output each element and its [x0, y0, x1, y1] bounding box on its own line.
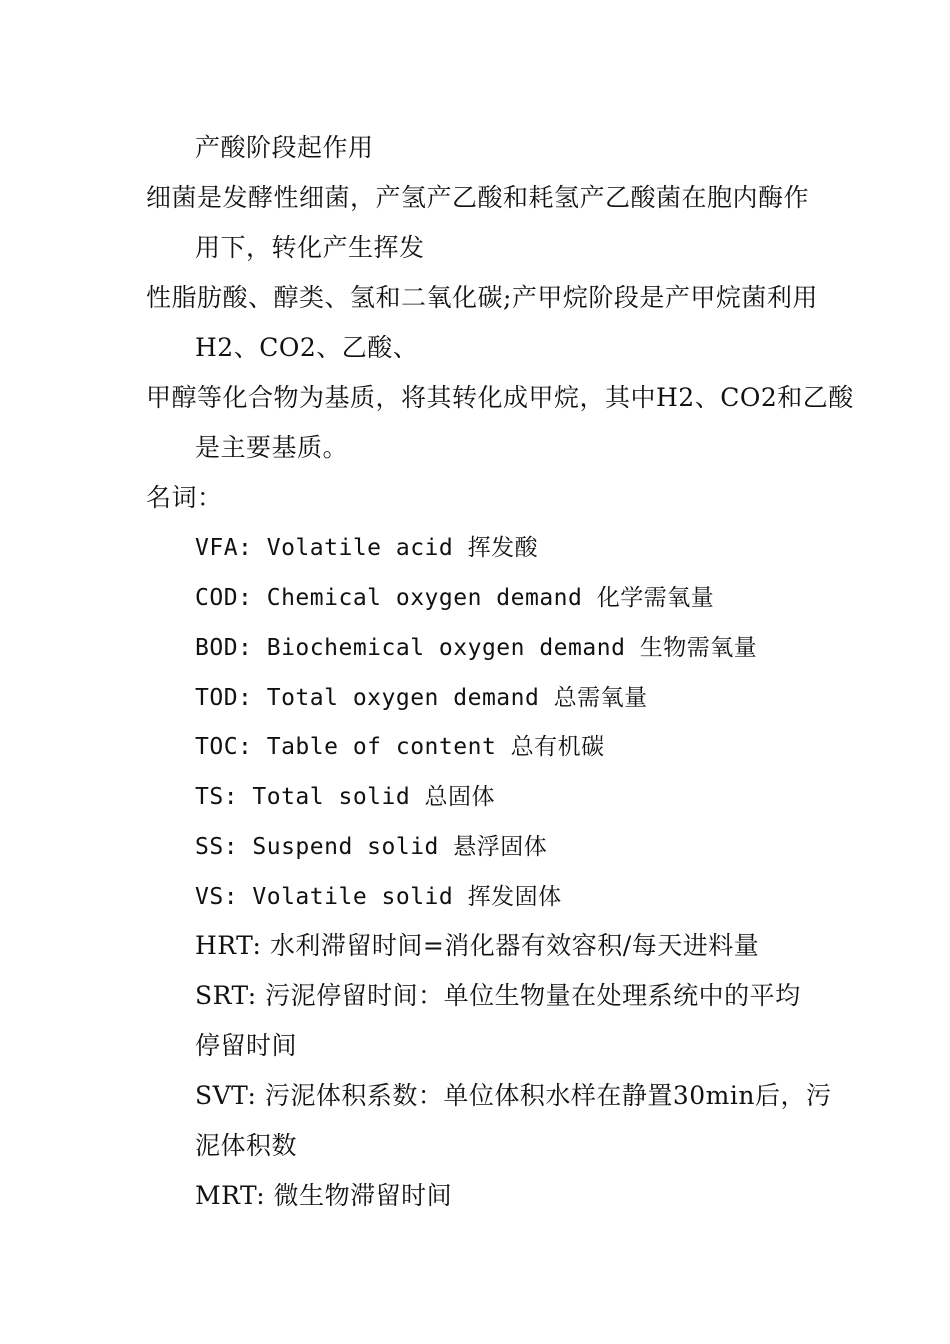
term-line: COD: Chemical oxygen demand 化学需氧量	[195, 585, 715, 611]
term-line: SRT: 污泥停留时间：单位生物量在处理系统中的平均	[195, 981, 801, 1010]
section-heading: 名词：	[146, 483, 223, 512]
term-line: SVT: 污泥体积系数：单位体积水样在静置30min后，污	[195, 1081, 832, 1110]
paragraph-line: 产酸阶段起作用	[195, 133, 374, 162]
term-line: MRT: 微生物滞留时间	[195, 1181, 453, 1210]
paragraph-line: 性脂肪酸、醇类、氢和二氧化碳;产甲烷阶段是产甲烷菌利用	[146, 283, 818, 312]
term-line: TOD: Total oxygen demand 总需氧量	[195, 685, 648, 711]
paragraph-line: H2、CO2、乙酸、	[195, 333, 419, 362]
term-line: 停留时间	[195, 1031, 298, 1060]
paragraph-line: 用下，转化产生挥发	[195, 233, 425, 262]
term-line: SS: Suspend solid 悬浮固体	[195, 834, 548, 860]
term-line: 泥体积数	[195, 1131, 298, 1160]
paragraph-line: 是主要基质。	[195, 433, 349, 462]
term-line: HRT: 水利滞留时间=消化器有效容积/每天进料量	[195, 931, 760, 960]
term-line: VS: Volatile solid 挥发固体	[195, 884, 562, 910]
paragraph-line: 细菌是发酵性细菌，产氢产乙酸和耗氢产乙酸菌在胞内酶作	[146, 183, 810, 212]
term-line: TOC: Table of content 总有机碳	[195, 734, 605, 760]
term-line: VFA: Volatile acid 挥发酸	[195, 535, 539, 561]
term-line: BOD: Biochemical oxygen demand 生物需氧量	[195, 635, 758, 661]
term-line: TS: Total solid 总固体	[195, 784, 496, 810]
paragraph-line: 甲醇等化合物为基质，将其转化成甲烷，其中H2、CO2和乙酸	[146, 383, 854, 412]
